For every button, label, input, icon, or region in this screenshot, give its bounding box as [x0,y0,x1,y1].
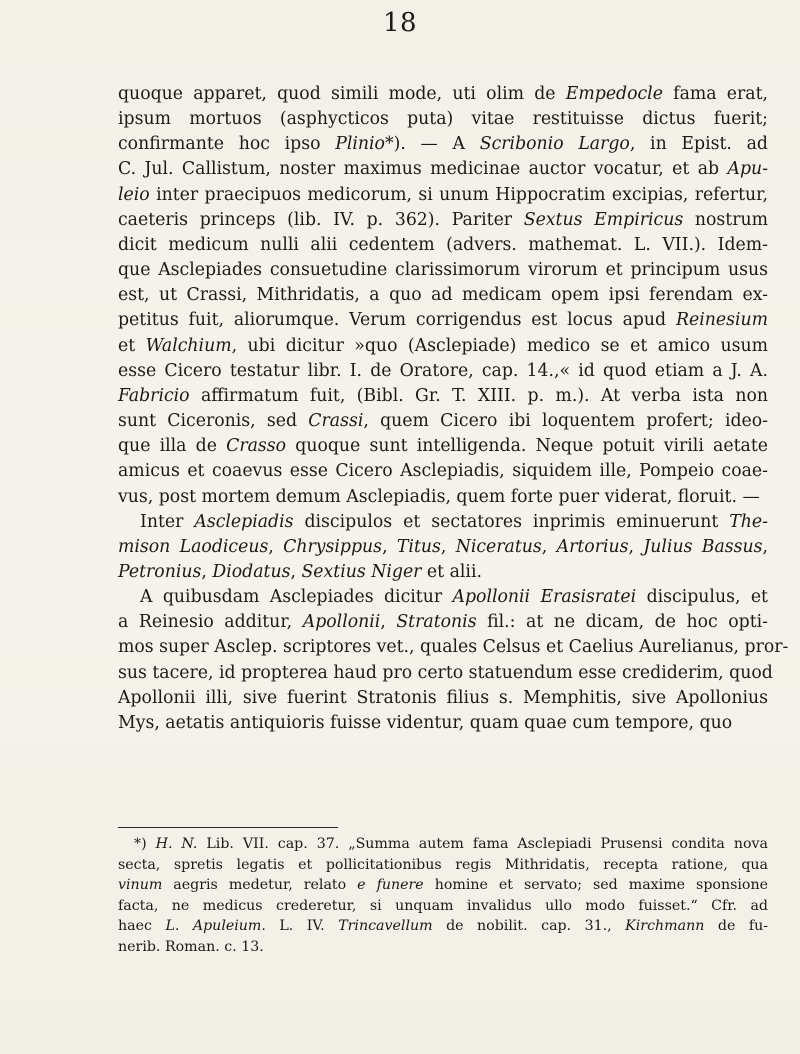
footnote-line: nerib. Roman. c. 13. [118,938,264,955]
text-line: a Reinesio additur, Apollonii, Stratonis fil.: at ne dicam, de hoc opti- [118,612,769,633]
text-line: sunt Ciceronis, sed Crassi, quem Cicero ibi loquentem profert; ideo- [118,411,768,432]
text-line: mison Laodiceus, Chrysippus, Titus, Niceratus, Artorius, Julius Bassus, [118,536,768,557]
text-line: que Asclepiades consuetudine clarissimorum virorum et principum usus [118,260,768,281]
footnote-line: secta, spretis legatis et pollicitationibus regis Mithridatis, recepta ratione, qua [118,856,768,873]
text-line: dicit medicum nulli alii cedentem (advers. mathemat. L. VII.). Idem- [118,234,768,255]
text-line: Fabricio affirmatum fuit, (Bibl. Gr. T. XIII. p. m.). At verba ista non [118,385,768,406]
text-line: est, ut Crassi, Mithridatis, a quo ad medicam opem ipsi ferendam ex- [118,285,768,306]
text-line: petitus fuit, aliorumque. Verum corrigendus est locus apud Reinesium [118,310,768,331]
footnote-block [118,834,768,958]
footnote-line: facta, ne medicus crederetur, si unquam invalidus ullo modo fuisset.“ Cfr. ad [118,897,768,914]
text-line: Mys, aetatis antiquioris fuisse videntur, quam quae cum tempore, quo [118,712,733,733]
main-text-block [118,82,789,736]
text-line: vus, post mortem demum Asclepiadis, quem forte puer viderat, floruit. — [118,486,760,507]
page-number: 18 [382,8,418,38]
text-line: et Walchium, ubi dicitur »quo (Asclepiade) medico se et amico usum [118,335,769,356]
text-line: A quibusdam Asclepiades dicitur Apollonii Erasisratei discipulus, et [140,587,768,608]
text-line: ipsum mortuos (asphycticos puta) vitae restituisse dictus fuerit; [118,109,768,130]
text-line: Apollonii illi, sive fuerint Stratonis filius s. Memphitis, sive Apollonius [118,687,768,708]
text-line: Inter Asclepiadis discipulos et sectatores inprimis eminuerunt The- [140,511,768,532]
footnote-line: haec L. Apuleium. L. IV. Trincavellum de nobilit. cap. 31., Kirchmann de fu- [118,918,769,935]
footnote-line: *) H. N. Lib. VII. cap. 37. „Summa autem fama Asclepiadi Prusensi condita nova [134,836,768,852]
text-line: Petronius, Diodatus, Sextius Niger et alii. [118,561,482,582]
text-line: sus tacere, id propterea haud pro certo statuendum esse crediderim, quod [118,662,773,683]
text-line: caeteris princeps (lib. IV. p. 362). Pariter Sextus Empiricus nostrum [118,209,768,230]
text-line: leio inter praecipuos medicorum, si unum Hippocratim excipias, refertur, [118,184,768,205]
text-line: C. Jul. Callistum, noster maximus medicinae auctor vocatur, et ab Apu- [118,159,768,180]
text-line: quoque apparet, quod simili mode, uti olim de Empedocle fama erat, [118,84,769,104]
text-line: que illa de Crasso quoque sunt intelligenda. Neque potuit virili aetate [118,436,768,457]
text-line: mos super Asclep. scriptores vet., quales Celsus et Caelius Aurelianus, pror- [118,637,789,658]
text-line: confirmante hoc ipso Plinio*). — A Scribonio Largo, in Epist. ad [118,134,768,155]
text-line: esse Cicero testatur libr. I. de Oratore, cap. 14.,« id quod etiam a J. A. [118,360,768,381]
footnote-divider [118,827,338,828]
text-line: amicus et coaevus esse Cicero Asclepiadis, siquidem ille, Pompeio coae- [118,461,768,482]
footnote-line: vinum aegris medetur, relato e funere homine et servato; sed maxime sponsione [118,877,768,894]
